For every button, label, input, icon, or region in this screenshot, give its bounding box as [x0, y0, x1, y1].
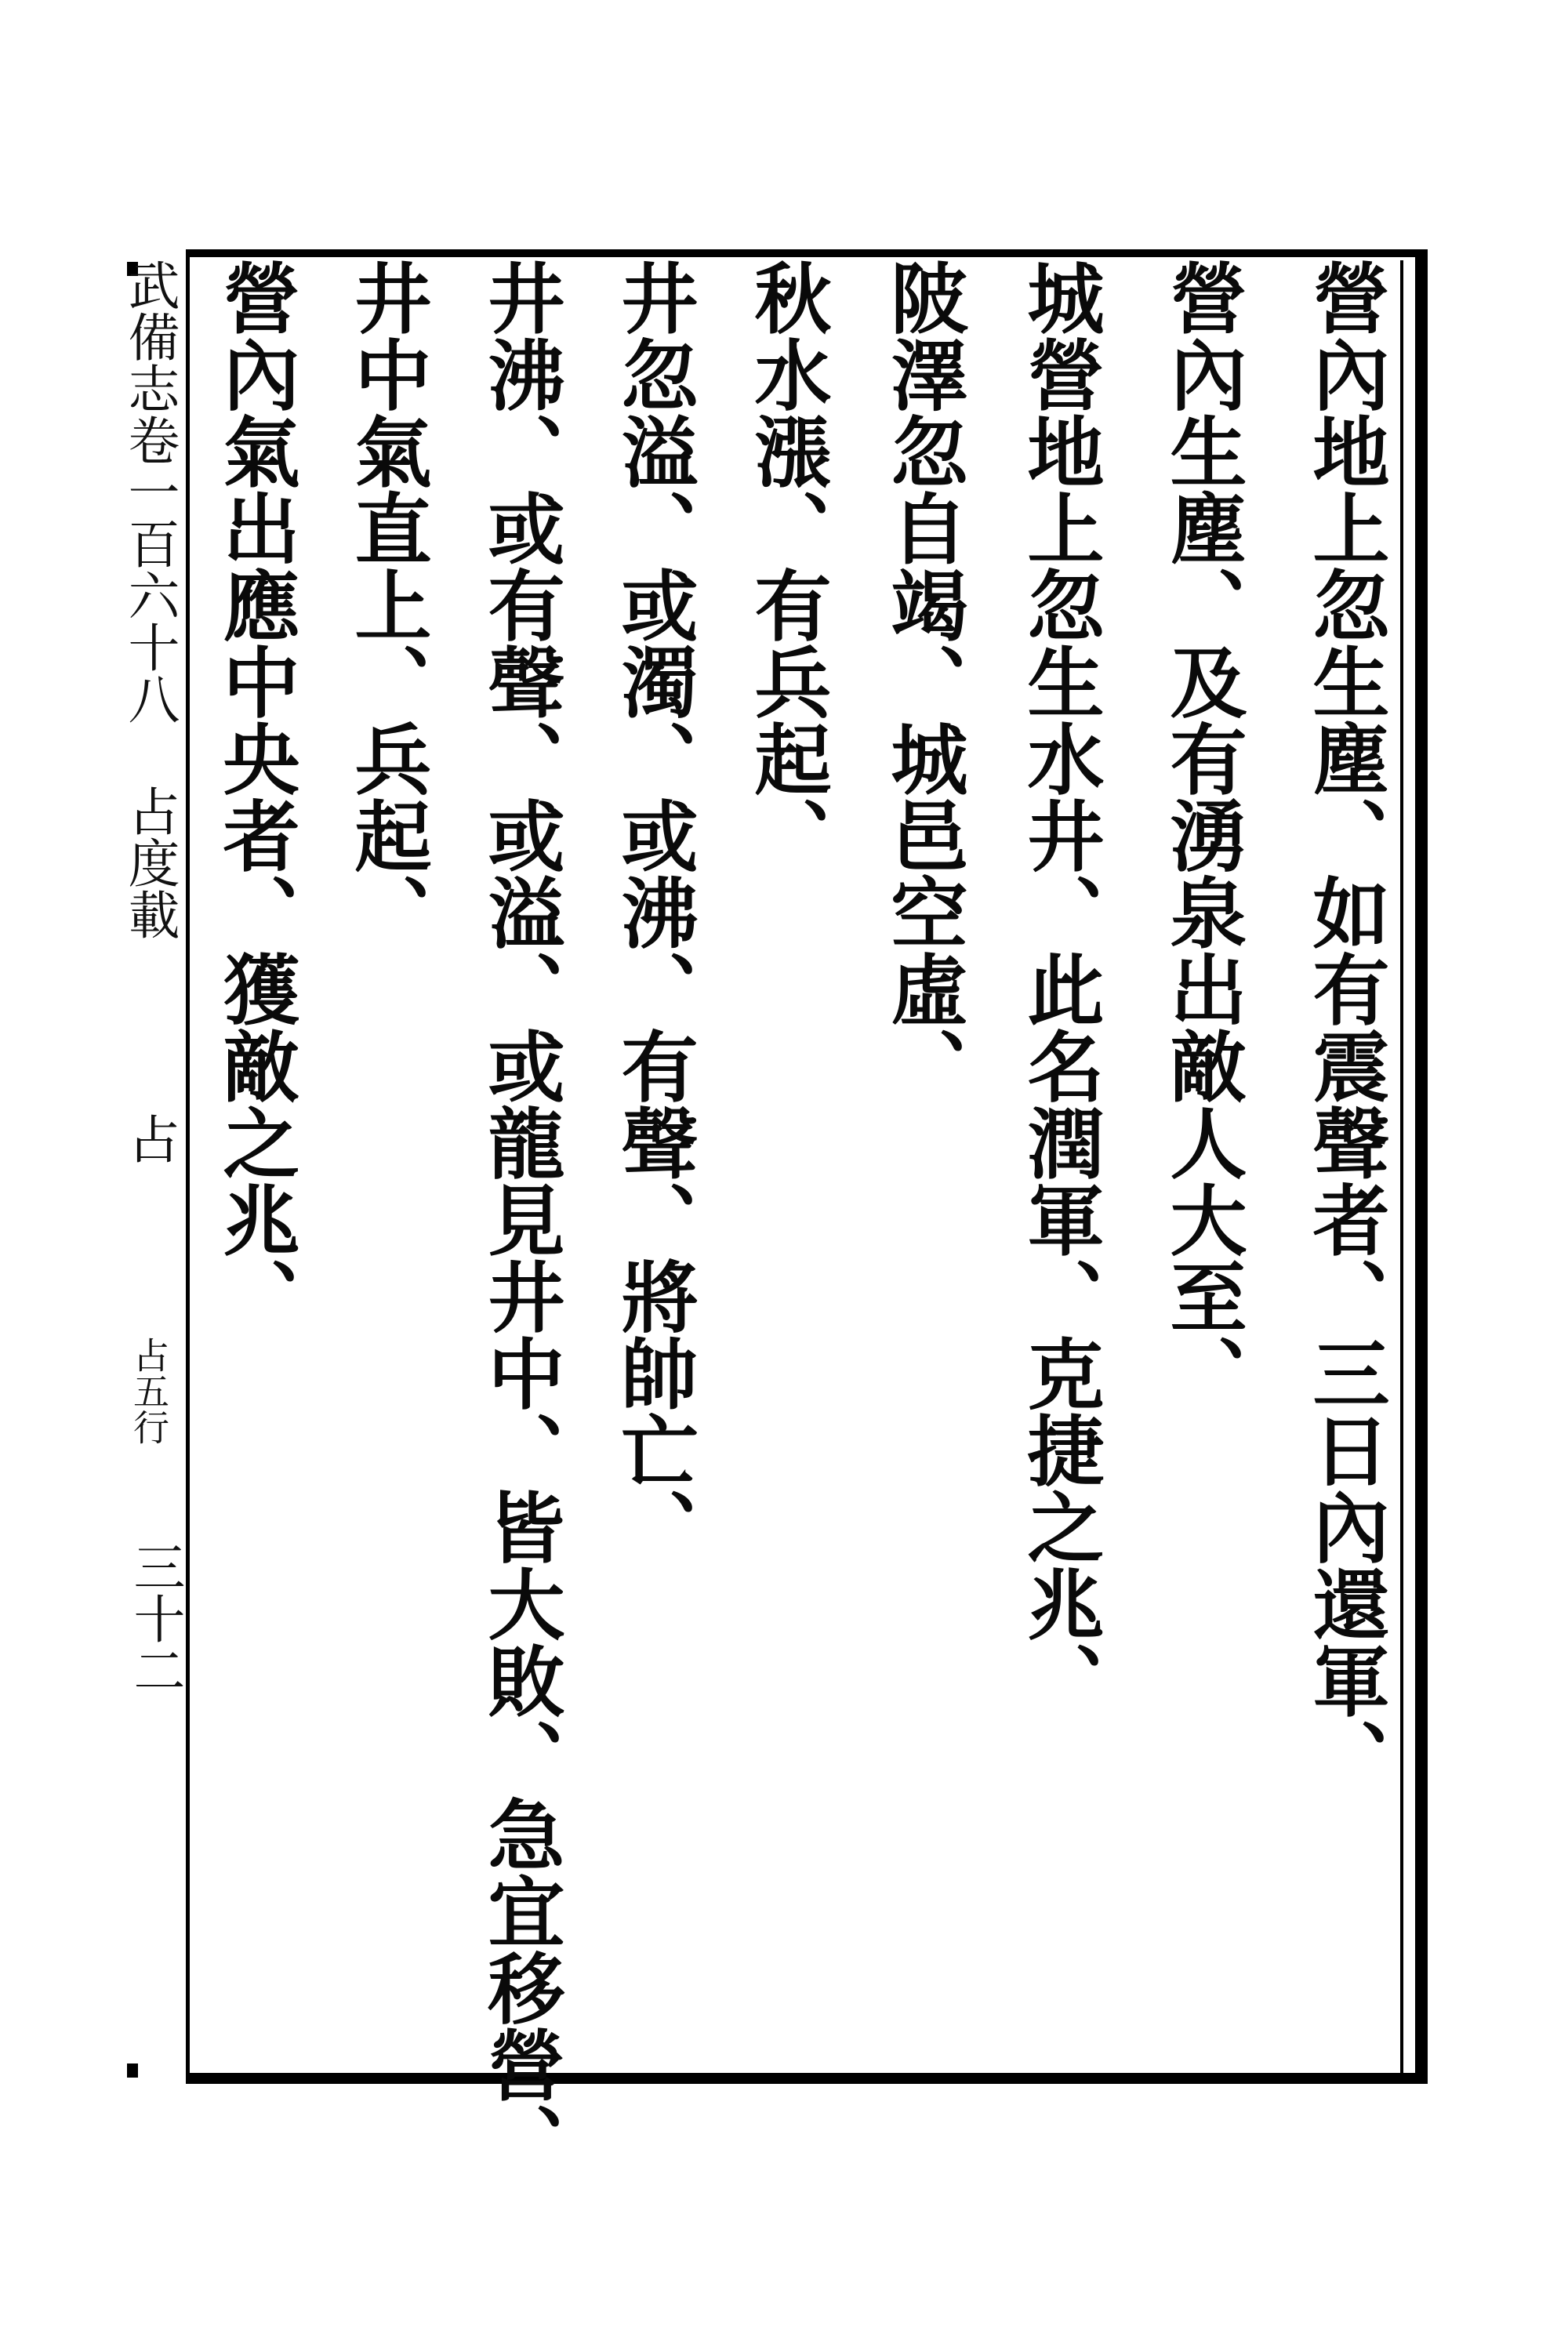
margin-mark-bottom — [127, 2063, 138, 2078]
text-column-1: 營內地上忽生塵、如有震聲者、三日內還軍、 — [1300, 259, 1390, 1795]
text-column-4: 陂澤忽自竭、城邑空虛、 — [878, 259, 968, 1104]
page-number: 三十二 — [125, 1541, 185, 1696]
margin-sub-1: 占 — [119, 1112, 180, 1164]
margin-book-title: 武備志卷一百六十八 — [119, 259, 180, 724]
margin-section: 占度載 — [119, 785, 180, 940]
text-column-7: 井沸、或有聲、或溢、或龍見井中、皆大敗、急宜移營、 — [475, 259, 565, 2180]
margin-sub-2: 占五行 — [128, 1337, 170, 1445]
text-column-3: 城營地上忽生水井、此名潤軍、克捷之兆、 — [1014, 259, 1105, 1719]
text-column-5: 秋水漲、有兵起、 — [742, 259, 832, 873]
text-column-8: 井中氣直上、兵起、 — [342, 259, 432, 950]
frame-inner-rule — [1400, 260, 1403, 2073]
text-column-9: 營內氣出應中央者、獲敵之兆、 — [210, 259, 300, 1334]
text-column-2: 營內生塵、及有湧泉出敵人大至、 — [1157, 259, 1247, 1411]
margin-column — [118, 259, 180, 1445]
text-column-6: 井忽溢、或濁、或沸、有聲、將帥亡、 — [608, 259, 699, 1565]
frame-left-rule — [186, 257, 190, 2073]
